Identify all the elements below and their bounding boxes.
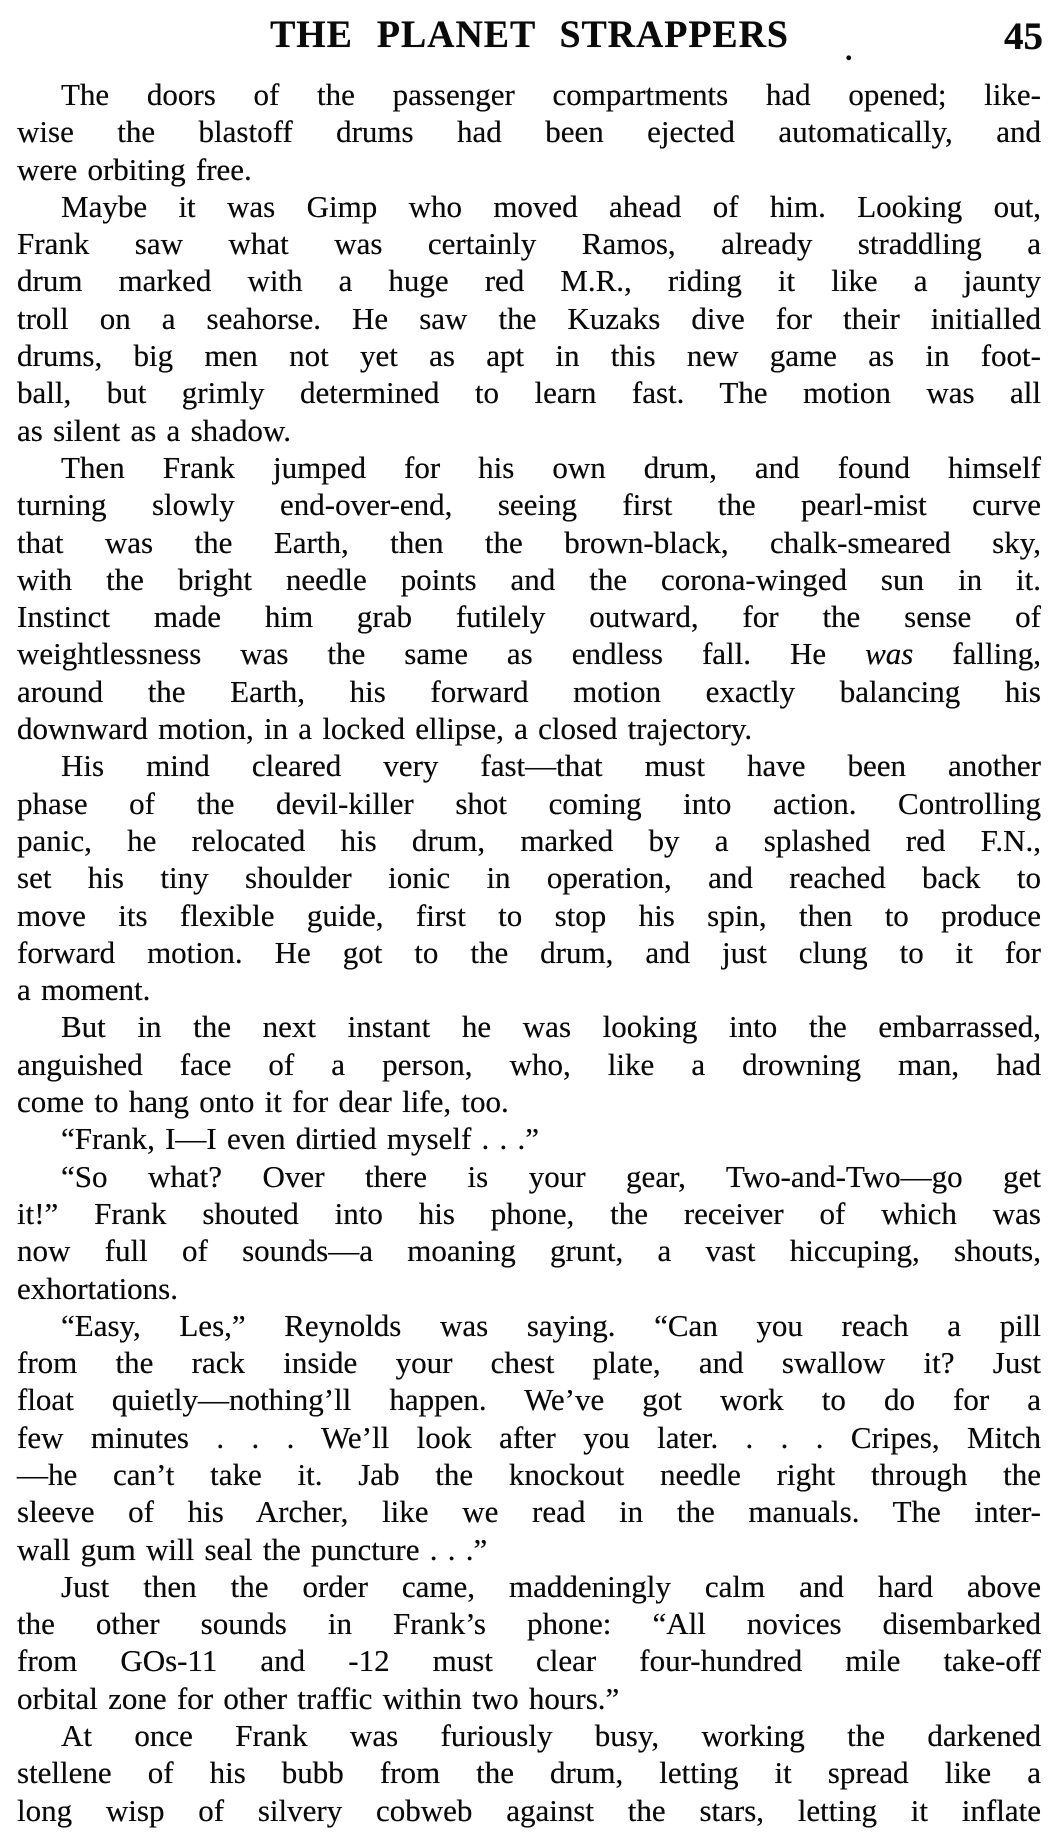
text-line: as silent as a shadow. (17, 412, 292, 448)
text-line: downward motion, in a locked ellipse, a closed trajectory. (17, 711, 753, 747)
text-line: exhortations. (17, 1270, 178, 1306)
text-line: anguished face of a person, who, like a drowning man, had (17, 1046, 1041, 1082)
text-line: “Frank, I—I even dirtied myself . . .” (61, 1121, 540, 1157)
text-line: —he can’t take it. Jab the knockout needle right through the (17, 1456, 1041, 1492)
text-line: sleeve of his Archer, like we read in the manuals. The inter- (17, 1494, 1041, 1530)
paragraph (17, 449, 1041, 747)
text-line: troll on a seahorse. He saw the Kuzaks dive for their initialled (17, 300, 1041, 336)
text-line: Frank saw what was certainly Ramos, already straddling a (17, 226, 1041, 262)
text-line: forward motion. He got to the drum, and just clung to it for (17, 934, 1041, 970)
page-number: 45 (1004, 15, 1043, 58)
text-line: His mind cleared very fast—that must have been another (61, 748, 1041, 784)
text-line: the other sounds in Frank’s phone: “All novices disembarked (17, 1606, 1041, 1642)
page-title: THE PLANET STRAPPERS (270, 13, 789, 56)
text-line: “Easy, Les,” Reynolds was saying. “Can you reach a pill (61, 1307, 1041, 1343)
text-line: from the rack inside your chest plate, and swallow it? Just (17, 1345, 1041, 1381)
running-header (0, 12, 1059, 67)
page-body-text (17, 76, 1041, 1829)
text-line: few minutes . . . We’ll look after you later. . . . Cripes, Mitch (17, 1419, 1041, 1455)
paragraph (17, 1120, 1041, 1157)
text-line: wall gum will seal the puncture . . .” (17, 1531, 488, 1567)
text-line: panic, he relocated his drum, marked by a splashed red F.N., (17, 822, 1041, 858)
paragraph (17, 1717, 1041, 1829)
text-line: a moment. (17, 972, 151, 1008)
text-line: phase of the devil-killer shot coming into action. Controlling (17, 785, 1041, 821)
paragraph (17, 1568, 1041, 1717)
paragraph (17, 1008, 1041, 1120)
text-line: come to hang onto it for dear life, too. (17, 1084, 509, 1120)
text-line: set his tiny shoulder ionic in operation, and reached back to (17, 860, 1041, 896)
text-line: Then Frank jumped for his own drum, and found himself (61, 449, 1041, 485)
text-line: around the Earth, his forward motion exactly balancing his (17, 673, 1041, 709)
text-line: move its flexible guide, first to stop his spin, then to produce (17, 897, 1041, 933)
text-line: it!” Frank shouted into his phone, the receiver of which was (17, 1195, 1041, 1231)
text-line: The doors of the passenger compartments had opened; like- (61, 77, 1041, 112)
text-line: At once Frank was furiously busy, working the darkened (61, 1718, 1041, 1754)
text-line: were orbiting free. (17, 151, 252, 187)
text-line: drum marked with a huge red M.R., riding it like a jaunty (17, 263, 1041, 299)
text-line: float quietly—nothing’ll happen. We’ve got work to do for a (17, 1382, 1041, 1418)
paragraph (17, 188, 1041, 449)
paragraph (17, 76, 1041, 188)
text-line: Just then the order came, maddeningly calm and hard above (61, 1568, 1041, 1604)
text-line: from GOs-11 and -12 must clear four-hundred mile take-off (17, 1643, 1041, 1679)
text-line: that was the Earth, then the brown-black, chalk-smeared sky, (17, 524, 1041, 560)
paragraph (17, 1307, 1041, 1568)
paragraph (17, 1158, 1041, 1307)
text-line: long wisp of silvery cobweb against the stars, letting it inflate (17, 1792, 1041, 1828)
text-line: ball, but grimly determined to learn fast. The motion was all (17, 375, 1041, 411)
text-line: orbital zone for other traffic within two hours.” (17, 1680, 620, 1716)
scan-artifact-dot: . (845, 34, 853, 67)
text-line: Instinct made him grab futilely outward, for the sense of (17, 599, 1041, 635)
text-line: wise the blastoff drums had been ejected automatically, and (17, 114, 1041, 150)
text-line: “So what? Over there is your gear, Two-and-Two—go get (61, 1158, 1041, 1194)
text-line: weightlessness was the same as endless fall. He was falling, (17, 636, 1042, 672)
text-line: Maybe it was Gimp who moved ahead of him. Looking out, (61, 188, 1041, 224)
text-line: now full of sounds—a moaning grunt, a vast hiccuping, shouts, (17, 1233, 1041, 1269)
paragraph (17, 747, 1041, 1008)
text-line: stellene of his bubb from the drum, letting it spread like a (17, 1755, 1041, 1791)
text-line: turning slowly end-over-end, seeing first the pearl-mist curve (17, 487, 1041, 523)
text-line: drums, big men not yet as apt in this new game as in foot- (17, 338, 1041, 374)
text-line: But in the next instant he was looking into the embarrassed, (61, 1009, 1041, 1045)
text-line: with the bright needle points and the corona-winged sun in it. (17, 561, 1041, 597)
